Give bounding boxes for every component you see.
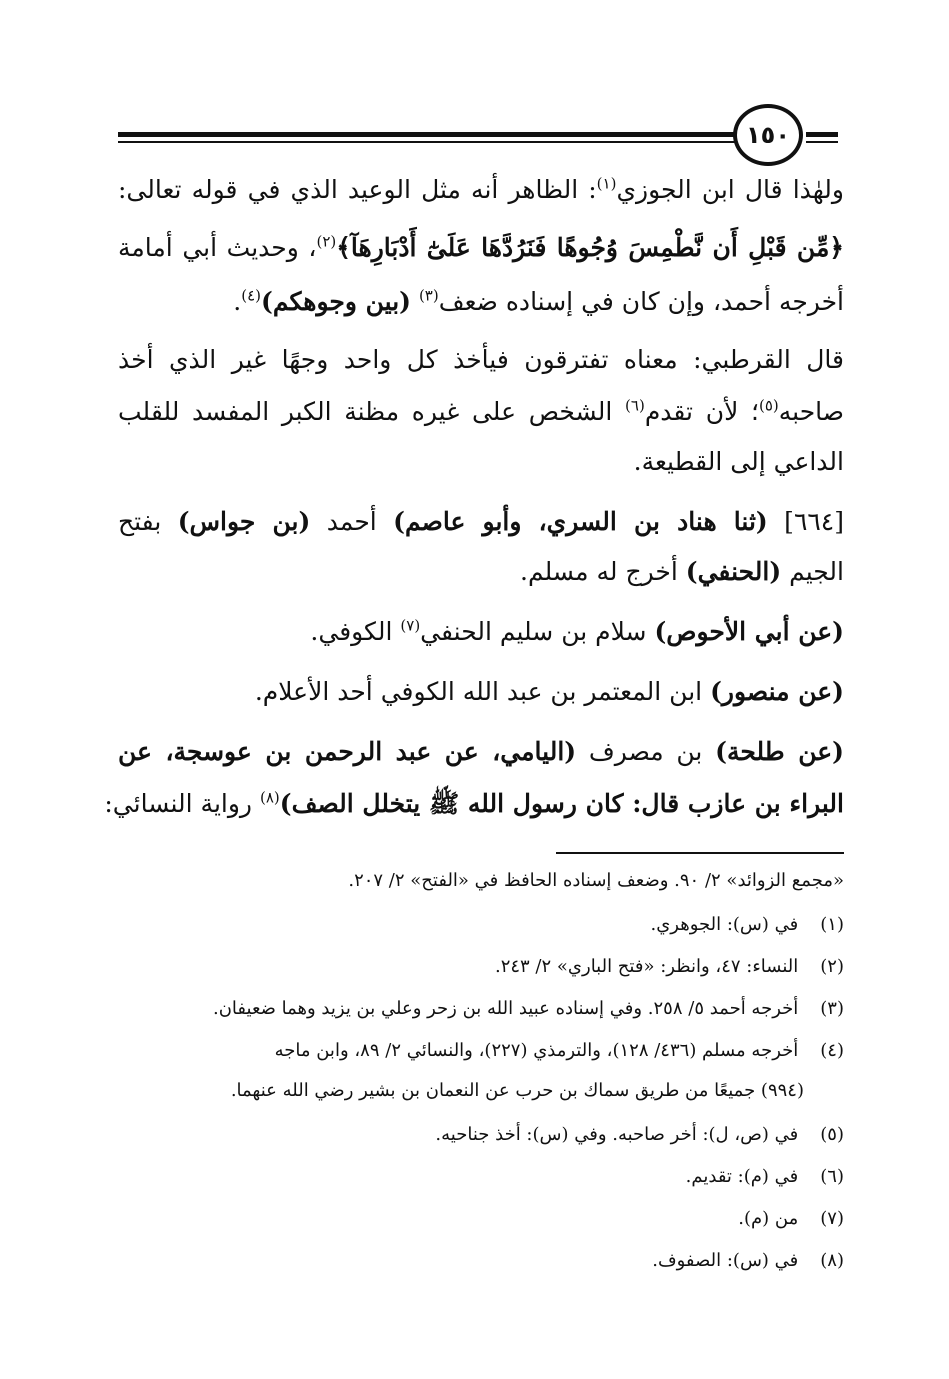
- footnote-ref: (٨): [259, 788, 280, 807]
- quoted-phrase: البراء بن عازب قال: كان رسول الله ﷺ يتخلل الصف): [279, 789, 844, 818]
- p1-line-3: [118, 282, 844, 322]
- footnote-ref: (٧): [400, 616, 421, 635]
- footnote-separator: [556, 852, 844, 854]
- text: الكوفي.: [310, 617, 393, 646]
- text: بن مصرف: [588, 737, 703, 766]
- text: الشخص على غيره مظنة الكبر المفسد للقلب: [118, 397, 613, 426]
- page-number: ١٥٠: [733, 104, 803, 166]
- text: ابن المعتمر بن عبد الله الكوفي أحد الأعلام.: [254, 677, 703, 706]
- quoted-phrase: (بين وجوهكم): [261, 287, 411, 316]
- footnote-4-continued: [118, 1076, 844, 1106]
- p6-line-2: [104, 784, 844, 824]
- footnote-text: أخرجه أحمد ٥/ ٢٥٨. وفي إسناده عبيد الله بن زحر وعلي بن يزيد وهما ضعيفان.: [212, 998, 799, 1019]
- p2-line-2: [118, 392, 844, 432]
- header-rule-right-thick: [806, 132, 838, 137]
- text: قال القرطبي: معناه تفترقون فيأخذ كل واحد وجهًا غير الذي أخذ: [118, 345, 844, 374]
- quoted-phrase: (بن جواس): [177, 507, 311, 536]
- footnote-text: في (س): الصفوف.: [652, 1250, 799, 1271]
- footnote-4: [118, 1036, 844, 1066]
- text: بفتح: [118, 507, 162, 536]
- footnote-text: في (ص، ل): أخر صاحبه. وفي (س): أخذ جناحيه.: [435, 1124, 799, 1145]
- p1-line-2: [118, 228, 844, 268]
- hadith-number: [٦٦٤]: [784, 507, 844, 536]
- quoted-phrase: (اليامي، عن عبد الرحمن بن عوسجة، عن: [118, 737, 577, 766]
- footnote-8: [118, 1246, 844, 1276]
- footnote-text: أخرجه مسلم (٤٣٦/ ١٢٨)، والترمذي (٢٢٧)، والنسائي ٢/ ٨٩، وابن ماجه: [274, 1040, 799, 1061]
- footnote-number: (٤): [820, 1040, 844, 1061]
- quoted-phrase: (الحنفي): [685, 557, 782, 586]
- footnote-1: [118, 910, 844, 940]
- footnote-ref: (٤): [241, 286, 262, 305]
- text: الجيم: [789, 557, 844, 586]
- footnote-ref: (٣): [418, 286, 439, 305]
- footnote-6: [118, 1162, 844, 1192]
- footnote-number: (٧): [820, 1208, 844, 1229]
- text: الداعي إلى القطيعة.: [633, 447, 844, 476]
- text: سلام بن سليم الحنفي: [420, 617, 647, 646]
- footnote-number: (٥): [820, 1124, 844, 1145]
- footnote-text: في (س): الجوهري.: [650, 914, 799, 935]
- footnote-text: من (م).: [738, 1208, 799, 1229]
- header-rule-right-thin: [806, 141, 838, 143]
- text: أخرج له مسلم.: [520, 557, 678, 586]
- quoted-phrase: (ثنا هناد بن السري، وأبو عاصم): [393, 507, 768, 536]
- footnote-text: (٩٩٤) جميعًا من طريق سماك بن حرب عن النعمان بن بشير رضي الله عنهما.: [230, 1080, 804, 1101]
- text: أخرجه أحمد، وإن كان في إسناده ضعف: [438, 287, 844, 316]
- footnote-ref: (٦): [625, 396, 645, 415]
- footnote-ref: (٥): [758, 396, 779, 415]
- footnote-3: [118, 994, 844, 1024]
- p4-line: [118, 612, 844, 652]
- footnote-carryover: [118, 866, 844, 896]
- p1-line-1: [118, 170, 844, 210]
- p3-line-1: [118, 502, 844, 542]
- footnote-text: النساء: ٤٧، وانظر: «فتح الباري» ٢/ ٢٤٣.: [494, 956, 799, 977]
- p2-line-1: [118, 340, 844, 380]
- footnote-text: «مجمع الزوائد» ٢/ ٩٠. وضعف إسناده الحافظ في «الفتح» ٢/ ٢٠٧.: [348, 870, 844, 891]
- p6-line-1: [118, 732, 844, 772]
- text: صاحبه: [778, 397, 844, 426]
- quran-verse: ﴿مِّن قَبْلِ أَن نَّطْمِسَ وُجُوهًا فَنَرُدَّهَا عَلَىٰٓ أَدْبَارِهَآ﴾: [336, 233, 844, 262]
- quoted-phrase: (عن منصور): [710, 677, 844, 706]
- footnote-number: (٨): [820, 1250, 844, 1271]
- footnote-number: (٢): [820, 956, 844, 977]
- footnote-number: (٦): [820, 1166, 844, 1187]
- text: ، وحديث أبي أمامة: [118, 233, 317, 262]
- footnote-number: (٣): [820, 998, 844, 1019]
- text: ؛ لأن تقدم: [644, 397, 759, 426]
- header-rule-thick: [118, 132, 736, 137]
- quoted-phrase: (عن أبي الأحوص): [654, 617, 844, 646]
- p2-line-3: [118, 442, 844, 482]
- quoted-phrase: (عن طلحة): [715, 737, 844, 766]
- text: .: [233, 287, 242, 316]
- footnote-number: (١): [820, 914, 844, 935]
- text: رواية النسائي:: [104, 789, 253, 818]
- text: ولهٰذا قال ابن الجوزي: [616, 175, 844, 204]
- footnote-ref: (١): [596, 174, 617, 193]
- footnote-ref: (٢): [316, 232, 337, 251]
- p5-line: [118, 672, 844, 712]
- text: أحمد: [326, 507, 377, 536]
- footnote-7: [118, 1204, 844, 1234]
- footnote-2: [118, 952, 844, 982]
- footnote-text: في (م): تقديم.: [685, 1166, 799, 1187]
- p3-line-2: [118, 552, 844, 592]
- footnote-5: [118, 1120, 844, 1150]
- text: : الظاهر أنه مثل الوعيد الذي في قوله تعالى:: [118, 175, 597, 204]
- header-rule-thin: [118, 141, 736, 143]
